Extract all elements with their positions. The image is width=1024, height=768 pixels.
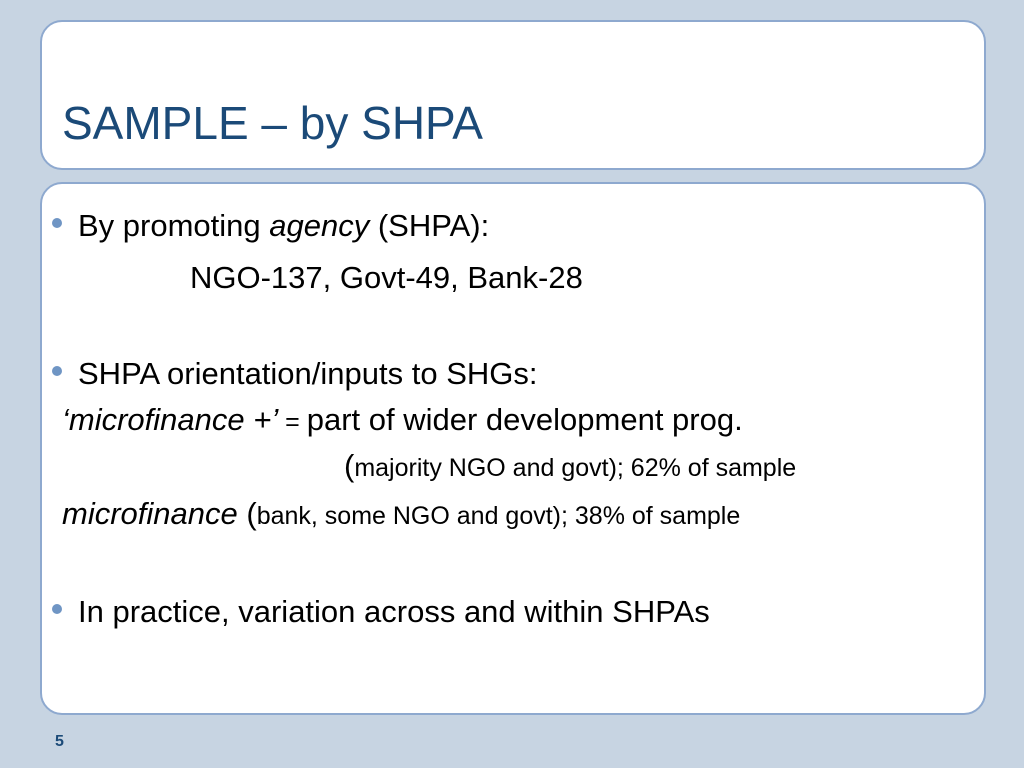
bullet-2-text: SHPA orientation/inputs to SHGs:: [78, 356, 538, 391]
bullet-dot-3: [52, 604, 62, 614]
page-number: 5: [55, 733, 64, 750]
bullet-1-text: [78, 210, 489, 241]
bullet-1-italic: agency: [269, 208, 370, 243]
open-paren-2: (: [237, 496, 257, 531]
majority-ngo-govt-text: majority NGO and govt); 62% of sample: [354, 454, 797, 482]
microfinance-label: microfinance: [62, 496, 238, 531]
title-placeholder: [40, 20, 986, 170]
bullet-1-suffix: (SHPA):: [369, 208, 490, 243]
equals-sign: =: [278, 408, 307, 436]
bullet-dot-1: [52, 218, 62, 228]
wider-development-text: part of wider development prog.: [306, 402, 743, 437]
content-placeholder: [40, 182, 986, 715]
bullet-2-line-4: [62, 498, 740, 529]
bullet-2-line-3: [344, 450, 796, 481]
bullet-1-subline: NGO-137, Govt-49, Bank-28: [190, 260, 583, 295]
slide-title: SAMPLE – by SHPA: [62, 97, 483, 149]
microfinance-plus-label: ‘microfinance +’: [62, 402, 279, 437]
open-paren: (: [344, 448, 355, 483]
bullet-3-text: In practice, variation across and within SHPAs: [78, 594, 710, 629]
bullet-dot-2: [52, 366, 62, 376]
bullet-2-line-2: [62, 404, 743, 435]
bullet-1-prefix: By promoting: [78, 208, 270, 243]
bank-ngo-govt-text: bank, some NGO and govt); 38% of sample: [256, 502, 741, 530]
